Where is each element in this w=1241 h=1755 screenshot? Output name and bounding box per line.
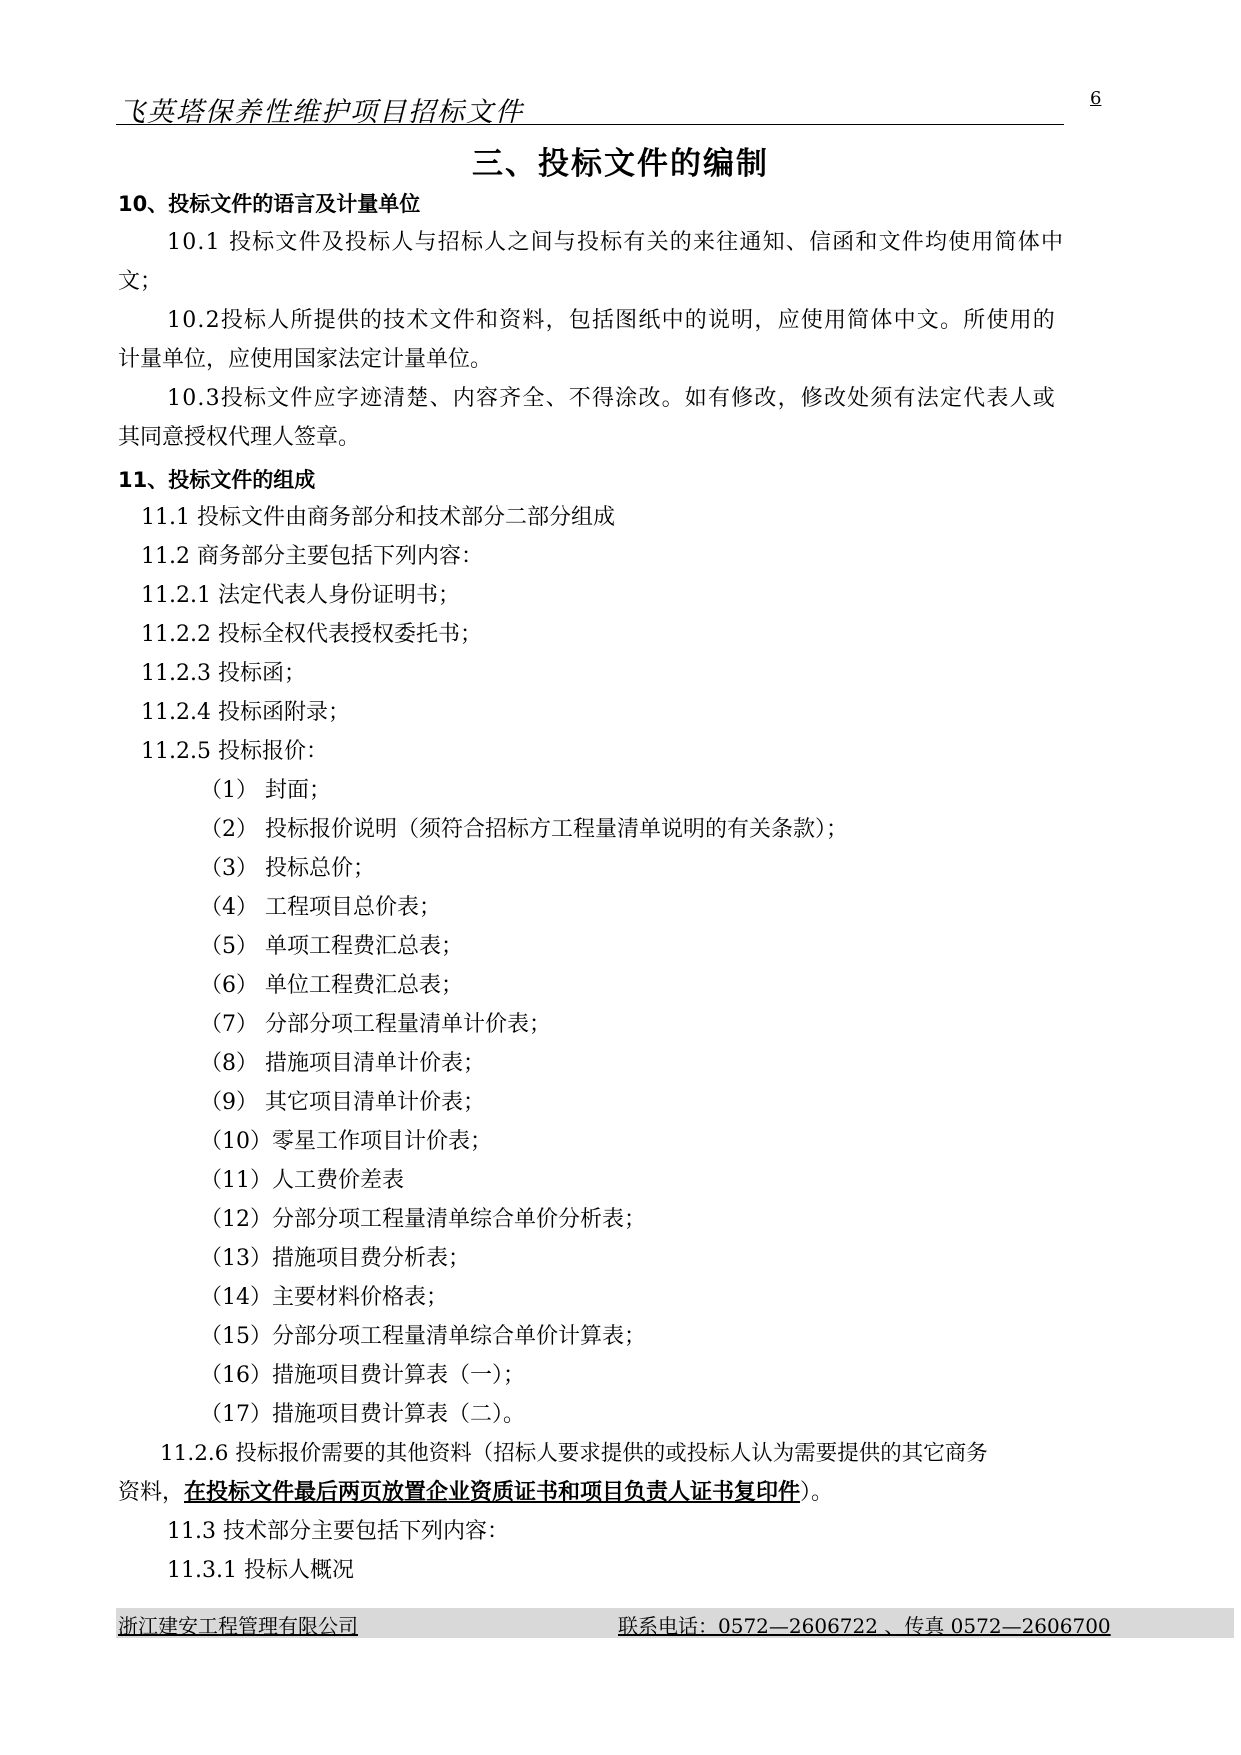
list-item: （5） 单项工程费汇总表； xyxy=(200,934,463,959)
list-item: （7） 分部分项工程量清单计价表； xyxy=(200,1012,551,1037)
list-item: （17）措施项目费计算表（二）。 xyxy=(200,1402,525,1427)
list-item: （6） 单位工程费汇总表； xyxy=(200,973,463,998)
list-item: （11）人工费价差表 xyxy=(200,1168,404,1193)
clause-11-2-1: 11.2.1 法定代表人身份证明书； xyxy=(141,583,460,608)
clause-10-1: 10.1 投标文件及投标人与招标人之间与投标有关的来往通知、信函和文件均使用简体中 xyxy=(167,230,1065,255)
list-item: （9） 其它项目清单计价表； xyxy=(200,1090,485,1115)
clause-11-2-3: 11.2.3 投标函； xyxy=(141,661,306,686)
heading-11: 11、投标文件的组成 xyxy=(118,468,316,492)
page-number: 6 xyxy=(1090,88,1102,109)
list-item: （2） 投标报价说明（须符合招标方工程量清单说明的有关条款）； xyxy=(200,817,848,842)
list-item: （3） 投标总价； xyxy=(200,856,375,881)
clause-11-2-6-prefix: 资料， xyxy=(118,1480,185,1505)
clause-11-2: 11.2 商务部分主要包括下列内容： xyxy=(141,544,483,569)
footer-company: 浙江建安工程管理有限公司 xyxy=(118,1614,358,1638)
list-item: （15）分部分项工程量清单综合单价计算表； xyxy=(200,1324,646,1349)
clause-11-2-5: 11.2.5 投标报价： xyxy=(141,739,328,764)
list-item: （10）零星工作项目计价表； xyxy=(200,1129,492,1154)
clause-10-2-cont: 计量单位，应使用国家法定计量单位。 xyxy=(118,347,493,372)
clause-11-3-1: 11.3.1 投标人概况 xyxy=(167,1558,354,1583)
header-rule xyxy=(116,124,1064,125)
heading-10: 10、投标文件的语言及计量单位 xyxy=(118,192,421,216)
clause-10-1-cont: 文； xyxy=(118,269,163,294)
emphasis-note: 在投标文件最后两页放置企业资质证书和项目负责人证书复印件 xyxy=(184,1480,801,1505)
clause-10-3-cont: 其同意授权代理人签章。 xyxy=(118,425,361,450)
section-title: 三、投标文件的编制 xyxy=(472,146,769,182)
list-item: （8） 措施项目清单计价表； xyxy=(200,1051,485,1076)
clause-10-2: 10.2投标人所提供的技术文件和资料，包括图纸中的说明，应使用简体中文。所使用的 xyxy=(167,308,1056,333)
clause-11-2-6-suffix: ）。 xyxy=(800,1480,834,1505)
list-item: （14）主要材料价格表； xyxy=(200,1285,448,1310)
clause-11-2-4: 11.2.4 投标函附录； xyxy=(141,700,350,725)
list-item: （12）分部分项工程量清单综合单价分析表； xyxy=(200,1207,646,1232)
clause-11-1: 11.1 投标文件由商务部分和技术部分二部分组成 xyxy=(141,505,615,530)
clause-11-2-2: 11.2.2 投标全权代表授权委托书； xyxy=(141,622,482,647)
list-item: （4） 工程项目总价表； xyxy=(200,895,441,920)
header-title: 飞英塔保养性维护项目招标文件 xyxy=(118,97,524,128)
list-item: （16）措施项目费计算表（一）； xyxy=(200,1363,525,1388)
footer-contact: 联系电话：0572—2606722 、传真 0572—2606700 xyxy=(618,1614,1111,1638)
list-item: （1） 封面； xyxy=(200,778,331,803)
list-item: （13）措施项目费分析表； xyxy=(200,1246,470,1271)
clause-11-3: 11.3 技术部分主要包括下列内容： xyxy=(167,1519,509,1544)
clause-11-2-6: 11.2.6 投标报价需要的其他资料（招标人要求提供的或投标人认为需要提供的其它商务 xyxy=(160,1441,988,1466)
clause-11-2-6-cont xyxy=(118,1478,833,1508)
clause-10-3: 10.3投标文件应字迹清楚、内容齐全、不得涂改。如有修改，修改处须有法定代表人或 xyxy=(167,386,1056,411)
